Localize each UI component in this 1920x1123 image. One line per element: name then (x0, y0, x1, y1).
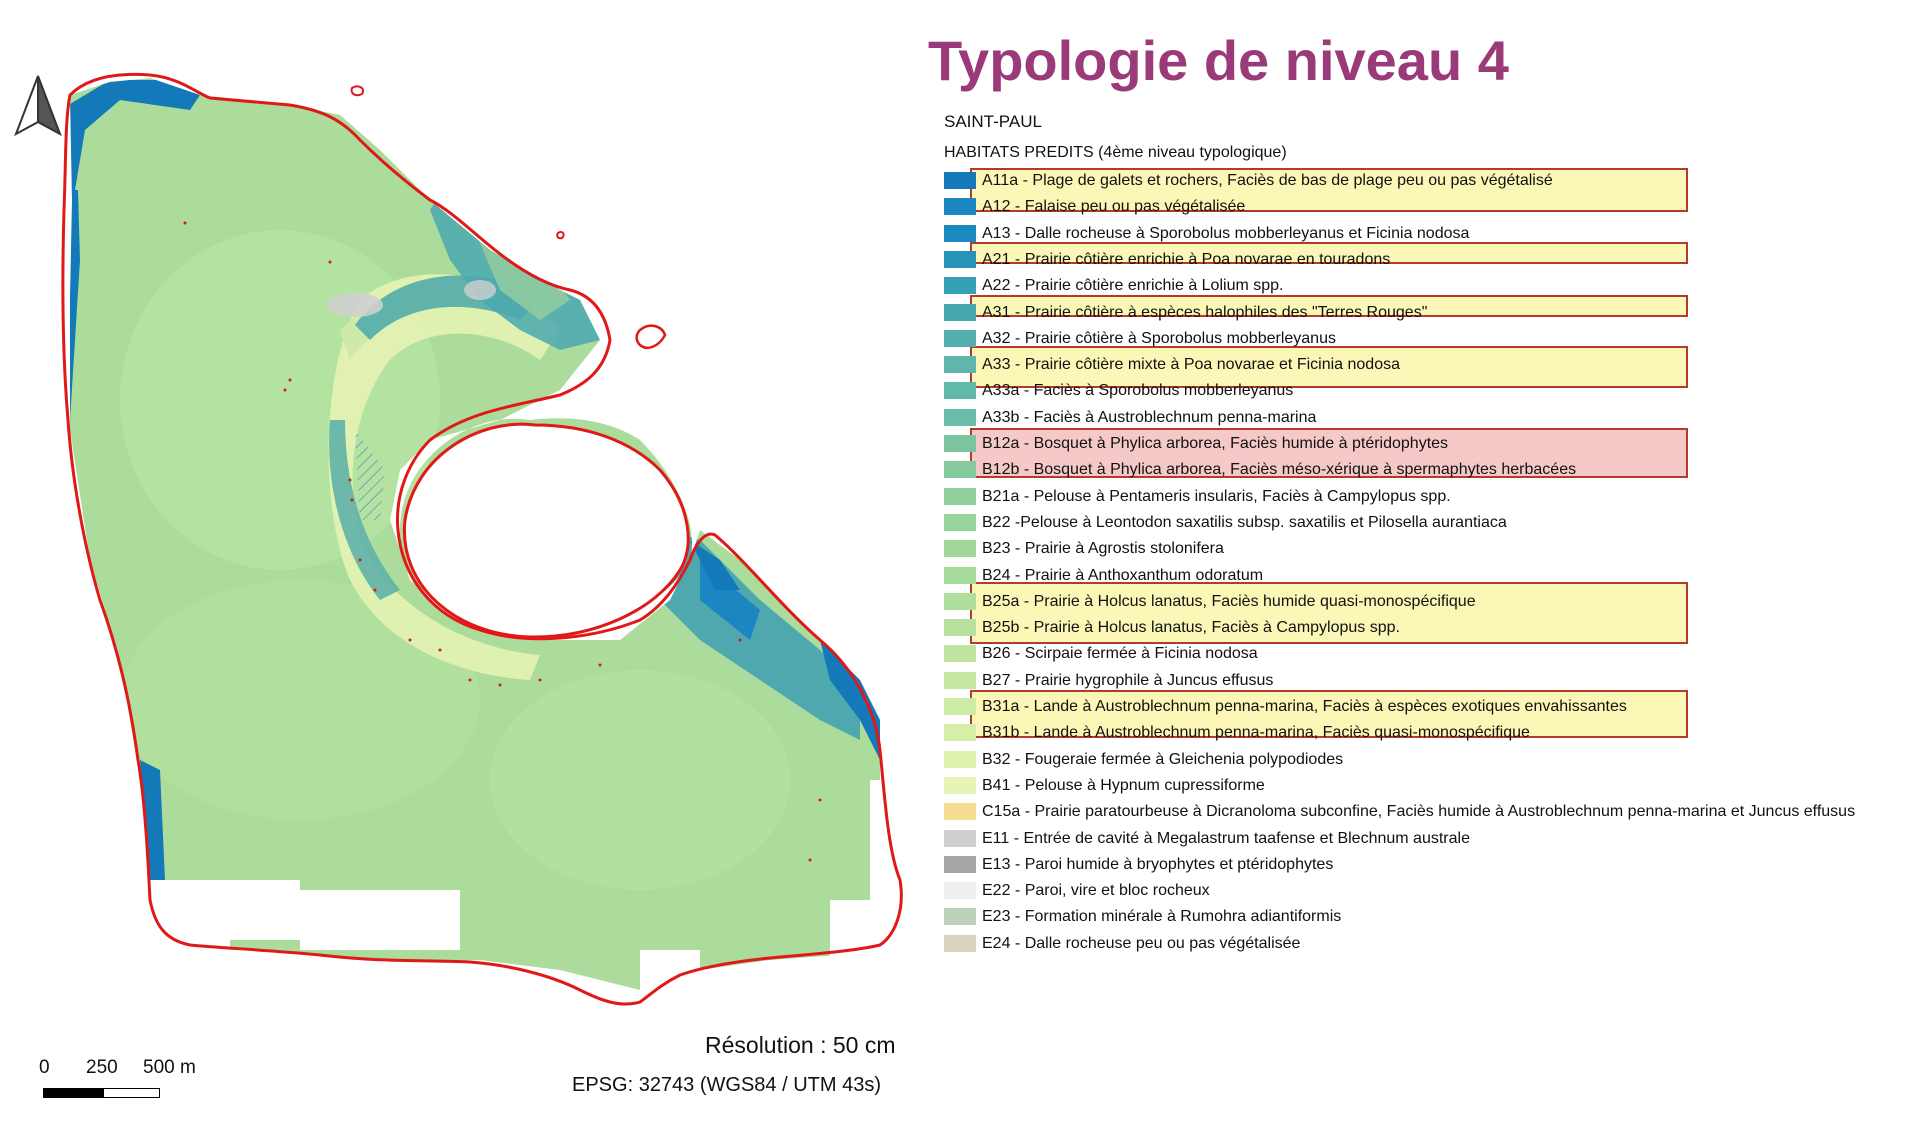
legend-swatch-b12b (944, 461, 976, 478)
islet-outline (352, 86, 363, 95)
legend-swatch-a13 (944, 225, 976, 242)
legend-swatch-b31a (944, 698, 976, 715)
legend-label-a21: A21 - Prairie côtière enrichie à Poa novarae en touradons (982, 250, 1391, 268)
legend-swatch-a11a (944, 172, 976, 189)
legend-swatch-b23 (944, 540, 976, 557)
legend-swatch-a31 (944, 304, 976, 321)
legend-label-b31b: B31b - Lande à Austroblechnum penna-marina, Faciès quasi-monospécifique (982, 724, 1530, 742)
legend-label-a33a: A33a - Faciès à Sporobolus mobberleyanus (982, 382, 1294, 400)
scale-bar-white (103, 1088, 160, 1098)
legend-label-e13: E13 - Paroi humide à bryophytes et ptéridophytes (982, 855, 1334, 873)
epsg-text: EPSG: 32743 (WGS84 / UTM 43s) (572, 1074, 881, 1096)
legend-label-a31: A31 - Prairie côtière à espèces halophiles des "Terres Rouges" (982, 303, 1428, 321)
legend-label-c15a: C15a - Prairie paratourbeuse à Dicranoloma subconfine, Faciès humide à Austroblechnum penna-marina et Juncus effusus (982, 803, 1856, 821)
legend-swatch-b32 (944, 751, 976, 768)
legend-label-b21a: B21a - Pelouse à Pentameris insularis, Faciès à Campylopus spp. (982, 487, 1451, 505)
legend-label-b22: B22 -Pelouse à Leontodon saxatilis subsp. saxatilis et Pilosella aurantiaca (982, 513, 1507, 531)
legend-swatch-a33 (944, 356, 976, 373)
islet-outline (637, 326, 665, 348)
legend-swatch-a33b (944, 409, 976, 426)
legend-swatch-b26 (944, 645, 976, 662)
legend-swatch-b25a (944, 593, 976, 610)
legend-swatch-e23 (944, 908, 976, 925)
island-map (0, 0, 940, 1123)
islet-outline (557, 232, 563, 238)
legend-label-e11: E11 - Entrée de cavité à Megalastrum taafense et Blechnum australe (982, 829, 1470, 847)
legend-swatch-b31b (944, 724, 976, 741)
legend-label-e22: E22 - Paroi, vire et bloc rocheux (982, 882, 1210, 900)
scale-label-0: 0 (39, 1057, 50, 1078)
legend-swatch-a32 (944, 330, 976, 347)
legend-label-a12: A12 - Falaise peu ou pas végétalisée (982, 198, 1246, 216)
legend-label-a33b: A33b - Faciès à Austroblechnum penna-marina (982, 408, 1317, 426)
map-panel (0, 0, 940, 1123)
legend-label-b26: B26 - Scirpaie fermée à Ficinia nodosa (982, 645, 1258, 663)
legend-swatch-b24 (944, 567, 976, 584)
legend-swatch-b12a (944, 435, 976, 452)
site-name: SAINT-PAUL (944, 112, 1042, 131)
legend-swatch-e11 (944, 830, 976, 847)
scale-label-500: 500 m (143, 1057, 196, 1078)
legend-swatch-a21 (944, 251, 976, 268)
legend-label-a32: A32 - Prairie côtière à Sporobolus mobberleyanus (982, 329, 1336, 347)
legend-label-b25b: B25b - Prairie à Holcus lanatus, Faciès à Campylopus spp. (982, 619, 1400, 637)
north-arrow-icon (12, 72, 64, 138)
crater-outline (404, 424, 688, 637)
legend-label-b41: B41 - Pelouse à Hypnum cupressiforme (982, 776, 1265, 794)
legend-label-a22: A22 - Prairie côtière enrichie à Lolium spp. (982, 277, 1284, 295)
legend-label-b31a: B31a - Lande à Austroblechnum penna-marina, Faciès à espèces exotiques envahissantes (982, 698, 1627, 715)
legend-label-a33: A33 - Prairie côtière mixte à Poa novarae et Ficinia nodosa (982, 356, 1400, 374)
legend-swatch-a12 (944, 198, 976, 215)
scale-bar-black (43, 1088, 103, 1098)
legend-label-e23: E23 - Formation minérale à Rumohra adiantiformis (982, 908, 1342, 926)
legend-swatch-b22 (944, 514, 976, 531)
legend-swatch-b25b (944, 619, 976, 636)
scale-labels (36, 1057, 236, 1079)
legend-label-b27: B27 - Prairie hygrophile à Juncus effusus (982, 671, 1274, 689)
legend-label-b12b: B12b - Bosquet à Phylica arborea, Faciès méso-xérique à spermaphytes herbacées (982, 461, 1577, 479)
legend-swatch-e13 (944, 856, 976, 873)
legend-label-b32: B32 - Fougeraie fermée à Gleichenia polypodiodes (982, 750, 1344, 768)
scale-label-250: 250 (86, 1057, 118, 1078)
legend-label-b25a: B25a - Prairie à Holcus lanatus, Faciès humide quasi-monospécifique (982, 592, 1476, 610)
legend-swatch-e24 (944, 935, 976, 952)
legend-label-b24: B24 - Prairie à Anthoxanthum odoratum (982, 566, 1264, 584)
legend-label-b12a: B12a - Bosquet à Phylica arborea, Faciès humide à ptéridophytes (982, 435, 1449, 452)
resolution-text: Résolution : 50 cm (705, 1032, 896, 1058)
legend-swatch-b27 (944, 672, 976, 689)
legend-label-b23: B23 - Prairie à Agrostis stolonifera (982, 540, 1224, 558)
legend-label-a11a: A11a - Plage de galets et rochers, Faciès de bas de plage peu ou pas végétalisé (982, 172, 1553, 189)
legend-swatch-b41 (944, 777, 976, 794)
legend-label-e24: E24 - Dalle rocheuse peu ou pas végétalisée (982, 934, 1301, 952)
legend-swatch-b21a (944, 488, 976, 505)
legend-swatch-a33a (944, 382, 976, 399)
legend-swatch-c15a (944, 803, 976, 820)
legend-swatch-e22 (944, 882, 976, 899)
map-title: Typologie de niveau 4 (928, 29, 1509, 92)
legend-title: HABITATS PREDITS (4ème niveau typologique) (944, 144, 1287, 161)
legend-swatch-a22 (944, 277, 976, 294)
legend-label-a13: A13 - Dalle rocheuse à Sporobolus mobberleyanus et Ficinia nodosa (982, 224, 1470, 242)
